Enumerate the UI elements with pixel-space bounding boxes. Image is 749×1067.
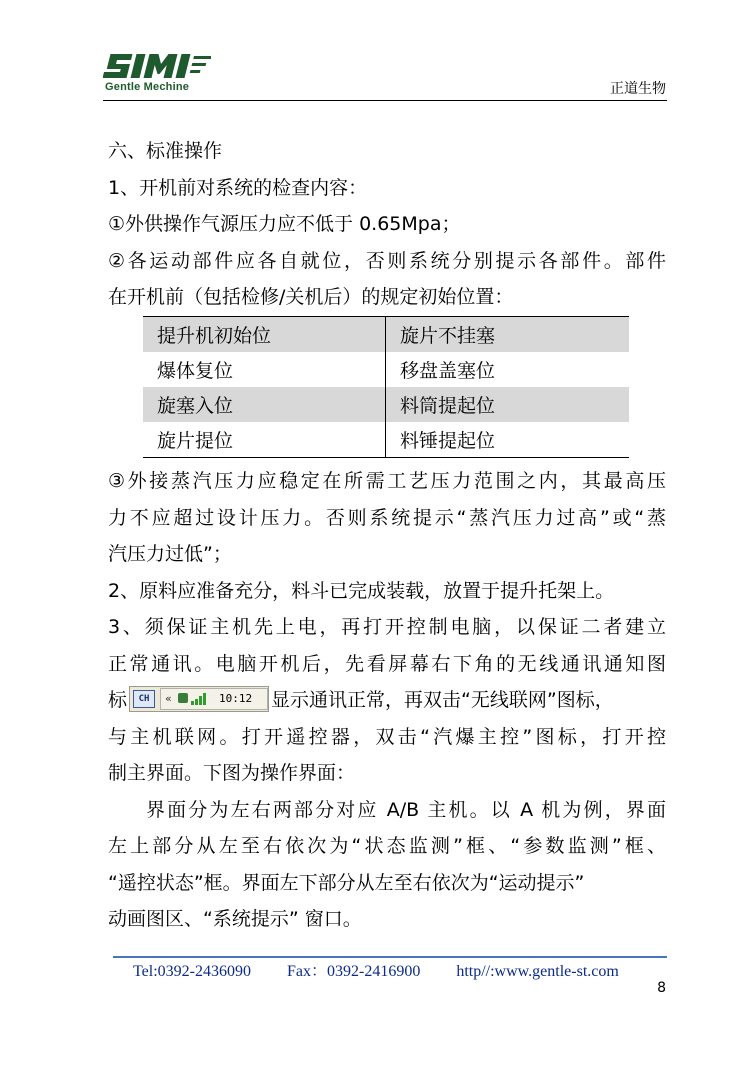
item3-line3	[108, 682, 666, 719]
item1-c-line2: 力不应超过设计压力。否则系统提示“蒸汽压力过高”或“蒸	[108, 506, 667, 529]
section-title: 六、标准操作	[108, 140, 223, 162]
item3-line5: 制主界面。下图为操作界面：	[108, 762, 356, 784]
header-divider	[103, 100, 667, 101]
para-line3: “遥控状态”框。界面左下部分从左至右依次为“运动提示”	[108, 871, 585, 894]
table-cell: 移盘盖塞位	[400, 360, 496, 382]
para-line2: 左上部分从左至右依次为“状态监测”框、“参数监测”框、	[108, 835, 666, 857]
item1-c-line1: ③外接蒸汽压力应稳定在所需工艺压力范围之内，其最高压	[108, 470, 666, 492]
item1-title: 1、开机前对系统的检查内容：	[108, 176, 368, 199]
item1-b-line2: 在开机前（包括检修/关机后）的规定初始位置：	[108, 286, 514, 308]
para-line4: 动画图区、“系统提示” 窗口。	[108, 908, 362, 930]
page-number: 8	[657, 980, 666, 996]
footer-tel: Tel:0392-2436090	[133, 963, 251, 980]
footer-web: http//:www.gentle-st.com	[456, 963, 619, 980]
table-cell: 旋塞入位	[143, 387, 386, 422]
expand-arrows-icon: «	[165, 691, 172, 705]
item2: 2、原料应准备充分，料斗已完成装载，放置于提升托架上。	[108, 579, 615, 602]
item3-line3-post: 显示通讯正常，再双击“无线联网”图标，	[271, 689, 614, 711]
table-cell: 料筒提起位	[386, 387, 630, 422]
item3-line4: 与主机联网。打开遥控器，双击“汽爆主控”图标，打开控	[108, 725, 666, 748]
table-row	[143, 317, 629, 353]
item3-line1: 3、须保证主机先上电，再打开控制电脑，以保证二者建立	[108, 616, 666, 638]
document-body-continued	[108, 463, 666, 938]
system-tray-image	[129, 686, 269, 712]
logo-subtitle: Gentle Mechine	[105, 81, 190, 93]
table-cell: 旋片不挂塞	[386, 317, 630, 353]
company-logo	[103, 52, 211, 94]
tray-notification-area	[160, 688, 268, 710]
item1-c-line3: 汽压力过低”；	[108, 543, 232, 565]
table-cell: 爆体复位	[143, 352, 386, 387]
language-indicator: CH	[133, 690, 155, 708]
clock-time: 10:12	[219, 691, 253, 705]
item1-a: ①外供操作气源压力应不低于 0.65Mpa；	[108, 213, 461, 235]
table-cell: 料锤提起位	[386, 422, 630, 458]
item1-b-line1: ②各运动部件应各自就位，否则系统分别提示各部件。部件	[108, 249, 666, 272]
table-cell: 旋片提位	[143, 422, 386, 458]
item3-line2: 正常通讯。电脑开机后，先看屏幕右下角的无线通讯通知图	[108, 652, 666, 675]
table-row	[143, 387, 629, 422]
table-cell: 提升机初始位	[143, 317, 386, 353]
initial-position-table	[143, 316, 629, 458]
footer-fax: Fax：0392-2416900	[286, 963, 421, 980]
wireless-signal-icon	[191, 693, 207, 705]
table-row	[143, 422, 629, 458]
para-line1: 界面分为左右两部分对应 A/B 主机。以 A 机为例，界面	[146, 798, 666, 821]
network-icon	[178, 693, 188, 703]
company-name: 正道生物	[610, 81, 666, 97]
table-row	[143, 352, 629, 387]
item3-line3-pre: 标	[108, 689, 128, 711]
simi-logo-mark	[103, 52, 211, 80]
footer-contact	[133, 958, 619, 981]
document-body	[108, 133, 666, 316]
